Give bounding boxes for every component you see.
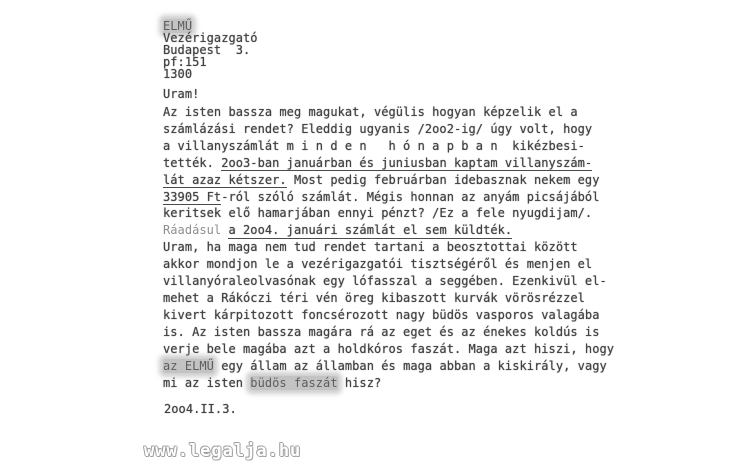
text-segment: lát azaz kétszer. [163, 172, 287, 187]
text-segment: hisz? [337, 375, 382, 390]
text-segment: keritsek elő hamarjában ennyi pénzt? /Ez a fele nyugdijam/. [163, 206, 593, 221]
letter-line [163, 104, 614, 121]
letter-line [163, 273, 614, 290]
text-segment: a 2oo4. januári számlát el sem küldték. [228, 223, 513, 238]
text-segment: 2oo3-ban januárban és juniusban kaptam villanyszám- [221, 155, 593, 170]
letter-line [163, 324, 614, 341]
letter-line [163, 205, 614, 222]
letter-line [163, 358, 614, 375]
text-segment: Uram, ha maga nem tud rendet tartani a beosztottai között [163, 240, 578, 255]
letter-body [163, 104, 614, 391]
letter-line [163, 172, 614, 189]
text-segment: -ról szóló számlát. Mégis honnan az anyám picsájából [221, 189, 600, 204]
text-segment: pf:151 [163, 55, 207, 69]
letter-line [163, 341, 614, 358]
recipient-line [163, 68, 258, 80]
letter-line [163, 121, 614, 138]
text-segment: büdös faszát [250, 375, 338, 390]
letter-line [163, 239, 614, 256]
text-segment: egy állam az államban és maga abban a kiskirály, vagy [213, 358, 607, 373]
text-segment: kivert kárpitozott foncsérozott nagy büdös vasporos valagába [163, 307, 600, 322]
text-segment: Vezérigazgató [163, 31, 258, 45]
text-segment: a villanyszámlát m i n d e n h ó n a p b a n kikézbesi- [163, 138, 585, 153]
text-segment: verje bele magába azt a holdkóros faszát. Maga azt hiszi, hogy [163, 341, 615, 356]
recipient-address-block [163, 20, 258, 80]
salutation: Uram! [163, 87, 200, 101]
text-segment: villanyóraleolvasónak egy lófasszal a seggében. Ezenkivül el- [163, 274, 607, 289]
date-line: 2oo4.II.3. [164, 402, 237, 416]
text-segment: az ELMŰ [163, 358, 214, 373]
letter-line [163, 307, 614, 324]
text-segment: számlázási rendet? Eleddig ugyanis /2oo2-ig/ úgy volt, hogy [163, 121, 593, 136]
letter-line [163, 189, 614, 206]
letter-line [163, 155, 614, 172]
text-segment: akkor mondjon le a vezérigazgatói tisztségéről és menjen el [163, 257, 593, 272]
text-segment: Most pedig februárban idebasznak nekem egy [286, 172, 600, 187]
watermark-url: www.legalja.hu [144, 441, 302, 461]
letter-line [163, 290, 614, 307]
text-segment: Budapest 3. [163, 43, 251, 57]
letter-line [163, 375, 614, 392]
text-segment: mi az isten [163, 375, 251, 390]
letter-line [163, 256, 614, 273]
text-segment: ELMŰ [163, 19, 193, 33]
text-segment: Ráadásul [163, 223, 229, 238]
text-segment: is. Az isten bassza magára rá az eget és az énekes koldús is [163, 324, 600, 339]
text-segment: 1300 [163, 67, 193, 81]
text-segment: tették. [163, 155, 222, 170]
letter-line [163, 138, 614, 155]
text-segment: Az isten bassza meg magukat, végülis hogyan képzelik el a [163, 105, 578, 119]
letter-line [163, 222, 614, 239]
text-segment: mehet a Rákóczi téri vén öreg kibaszott kurvák vörösrézzel [163, 290, 585, 305]
text-segment: 33905 Ft [163, 189, 222, 204]
